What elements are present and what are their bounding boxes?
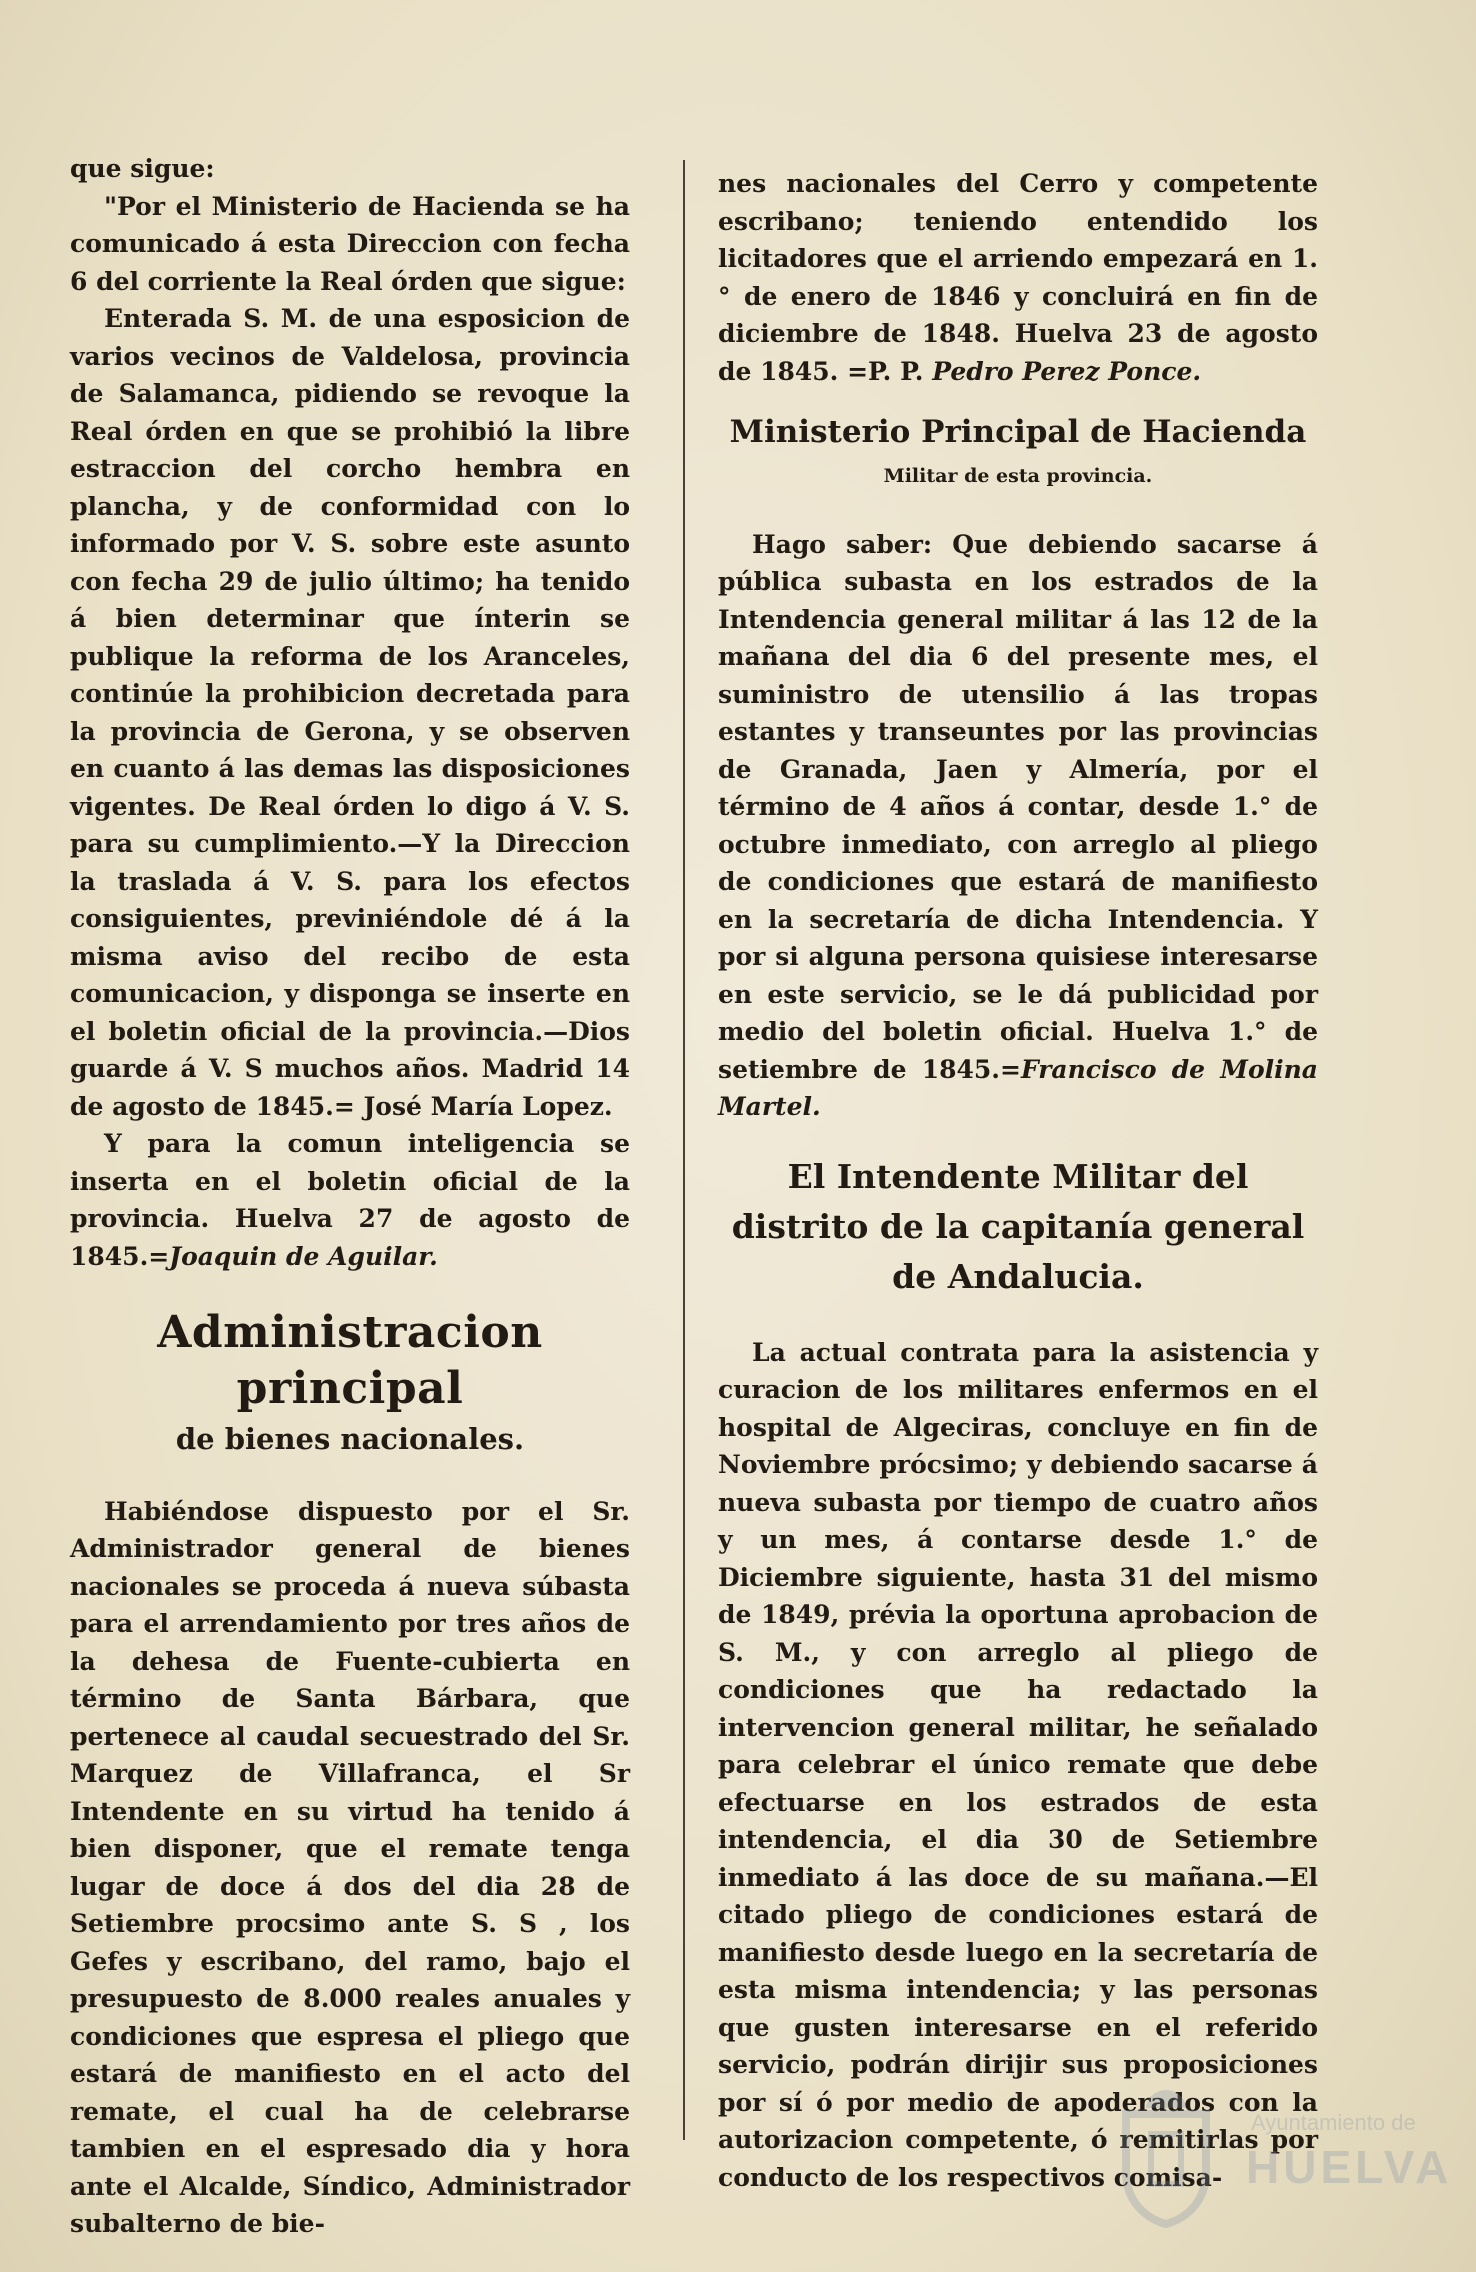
left-para-4-text: Y para la comun inteligencia se inserta en el boletin oficial de la provincia. Huelva 27 de agosto de 1845.= [70, 1129, 630, 1271]
right-para-2-signature: Francisco de Molina Martel. [718, 1054, 1318, 1121]
heading-ministerio-sub: Militar de esta provincia. [883, 465, 1153, 487]
right-para-1 [718, 165, 1318, 390]
heading-intendente: El Intendente Militar del distrito de la capitanía general de Andalucia. [731, 1156, 1305, 1296]
right-para-2 [718, 526, 1318, 1126]
left-column [70, 150, 630, 2243]
heading-bienes-nacionales: de bienes nacionales. [175, 1422, 525, 1456]
heading-ministerio: Ministerio Principal de Hacienda [729, 414, 1307, 450]
right-para-2-text: Hago saber: Que debiendo sacarse á pública subasta en los estrados de la Intendencia general militar á las 12 de la mañana del dia 6 del presente mes, el suministro de utensilio á las tropas estantes y transeuntes por las provincias de Granada, Jaen y Almería, por el término de 4 años á contar, desde 1.° de octubre inmediato, con arreglo al pliego de condiciones que estará de manifiesto en la secretaría de dicha Intendencia. Y por si alguna persona quisiese interesarse en este servicio, se le dá publicidad por medio del boletin oficial. Huelva 1.° de setiembre de 1845.= [718, 529, 1318, 1084]
left-para-3: Enterada S. M. de una esposicion de varios vecinos de Valdelosa, provincia de Salamanca, pidiendo se revoque la Real órden en que se prohibió la libre estraccion del corcho hembra en plancha, y de conformidad con lo informado por V. S. sobre este asunto con fecha 29 de julio último; ha tenido á bien determinar que ínterin se publique la reforma de los Aranceles, continúe la prohibicion decretada para la provincia de Gerona, y se observen en cuanto á las demas las disposiciones vigentes. De Real órden lo digo á V. S. para su cumplimiento.—Y la Direccion la traslada á V. S. para los efectos consiguientes, previniéndole dé á la misma aviso del recibo de esta comunicacion, y disponga se inserte en el boletin oficial de la provincia.—Dios guarde á V. S muchos años. Madrid 14 de agosto de 1845.= José María Lopez. [70, 304, 630, 1121]
watermark-line-2: HUELVA [1246, 2141, 1453, 2193]
left-para-4-signature: Joaquin de Aguilar. [169, 1241, 438, 1271]
right-para-3: La actual contrata para la asistencia y curacion de los militares enfermos en el hospital de Algeciras, concluye en fin de Noviembre prócsimo; y debiendo sacarse á nueva subasta por tiempo de cuatro años y un mes, á contarse desde 1.° de Diciembre siguiente, hasta 31 del mismo de 1849, prévia la oportuna aprobacion de S. M., y con arreglo al pliego de condiciones que ha redactado la intervencion general militar, he señalado para celebrar el único remate que debe efectuarse en los estrados de esta intendencia, el dia 30 de Setiembre inmediato á las doce de su mañana.—El citado pliego de condiciones estará de manifiesto desde luego en la secretaría de esta misma intendencia; y las personas que gusten interesarse en el referido servicio, podrán dirijir sus proposiciones por sí ó por medio de apoderados con la autorizacion competente, ó remitirlas por conducto de los respectivos comisa- [718, 1337, 1318, 2192]
ayuntamiento-watermark [1106, 2082, 1453, 2242]
watermark-line-1: Ayuntamiento de [1251, 2110, 1416, 2135]
column-divider [683, 160, 685, 2140]
left-para-4 [70, 1125, 630, 1275]
left-para-1: que sigue: [70, 154, 215, 183]
left-para-5: Habiéndose dispuesto por el Sr. Administrador general de bienes nacionales se proceda á nueva súbasta para el arrendamiento por tres años de la dehesa de Fuente-cubierta en término de Santa Bárbara, que pertenece al caudal secuestrado del Sr. Marquez de Villafranca, el Sr Intendente en su virtud ha tenido á bien disponer, que el remate tenga lugar de doce á dos del dia 28 de Setiembre procsimo ante S. S , los Gefes y escribano, del ramo, bajo el presupuesto de 8.000 reales anuales y condiciones que espresa el pliego que estará de manifiesto en el acto del remate, el cual ha de celebrarse tambien en el espresado dia y hora ante el Alcalde, Síndico, Administrador subalterno de bie- [70, 1496, 630, 2238]
right-para-1-text: nes nacionales del Cerro y competente escribano; teniendo entendido los licitadores que el arriendo empezará en 1.° de enero de 1846 y concluirá en fin de diciembre de 1848. Huelva 23 de agosto de 1845. =P. P. [718, 169, 1318, 386]
left-para-2: "Por el Ministerio de Hacienda se ha comunicado á esta Direccion con fecha 6 del corriente la Real órden que sigue: [70, 191, 630, 296]
coat-of-arms-icon [1106, 2082, 1226, 2232]
right-para-1-signature: Pedro Perez Ponce. [932, 356, 1202, 386]
right-column [718, 165, 1318, 2196]
heading-administracion: Administracion principal [157, 1307, 543, 1414]
